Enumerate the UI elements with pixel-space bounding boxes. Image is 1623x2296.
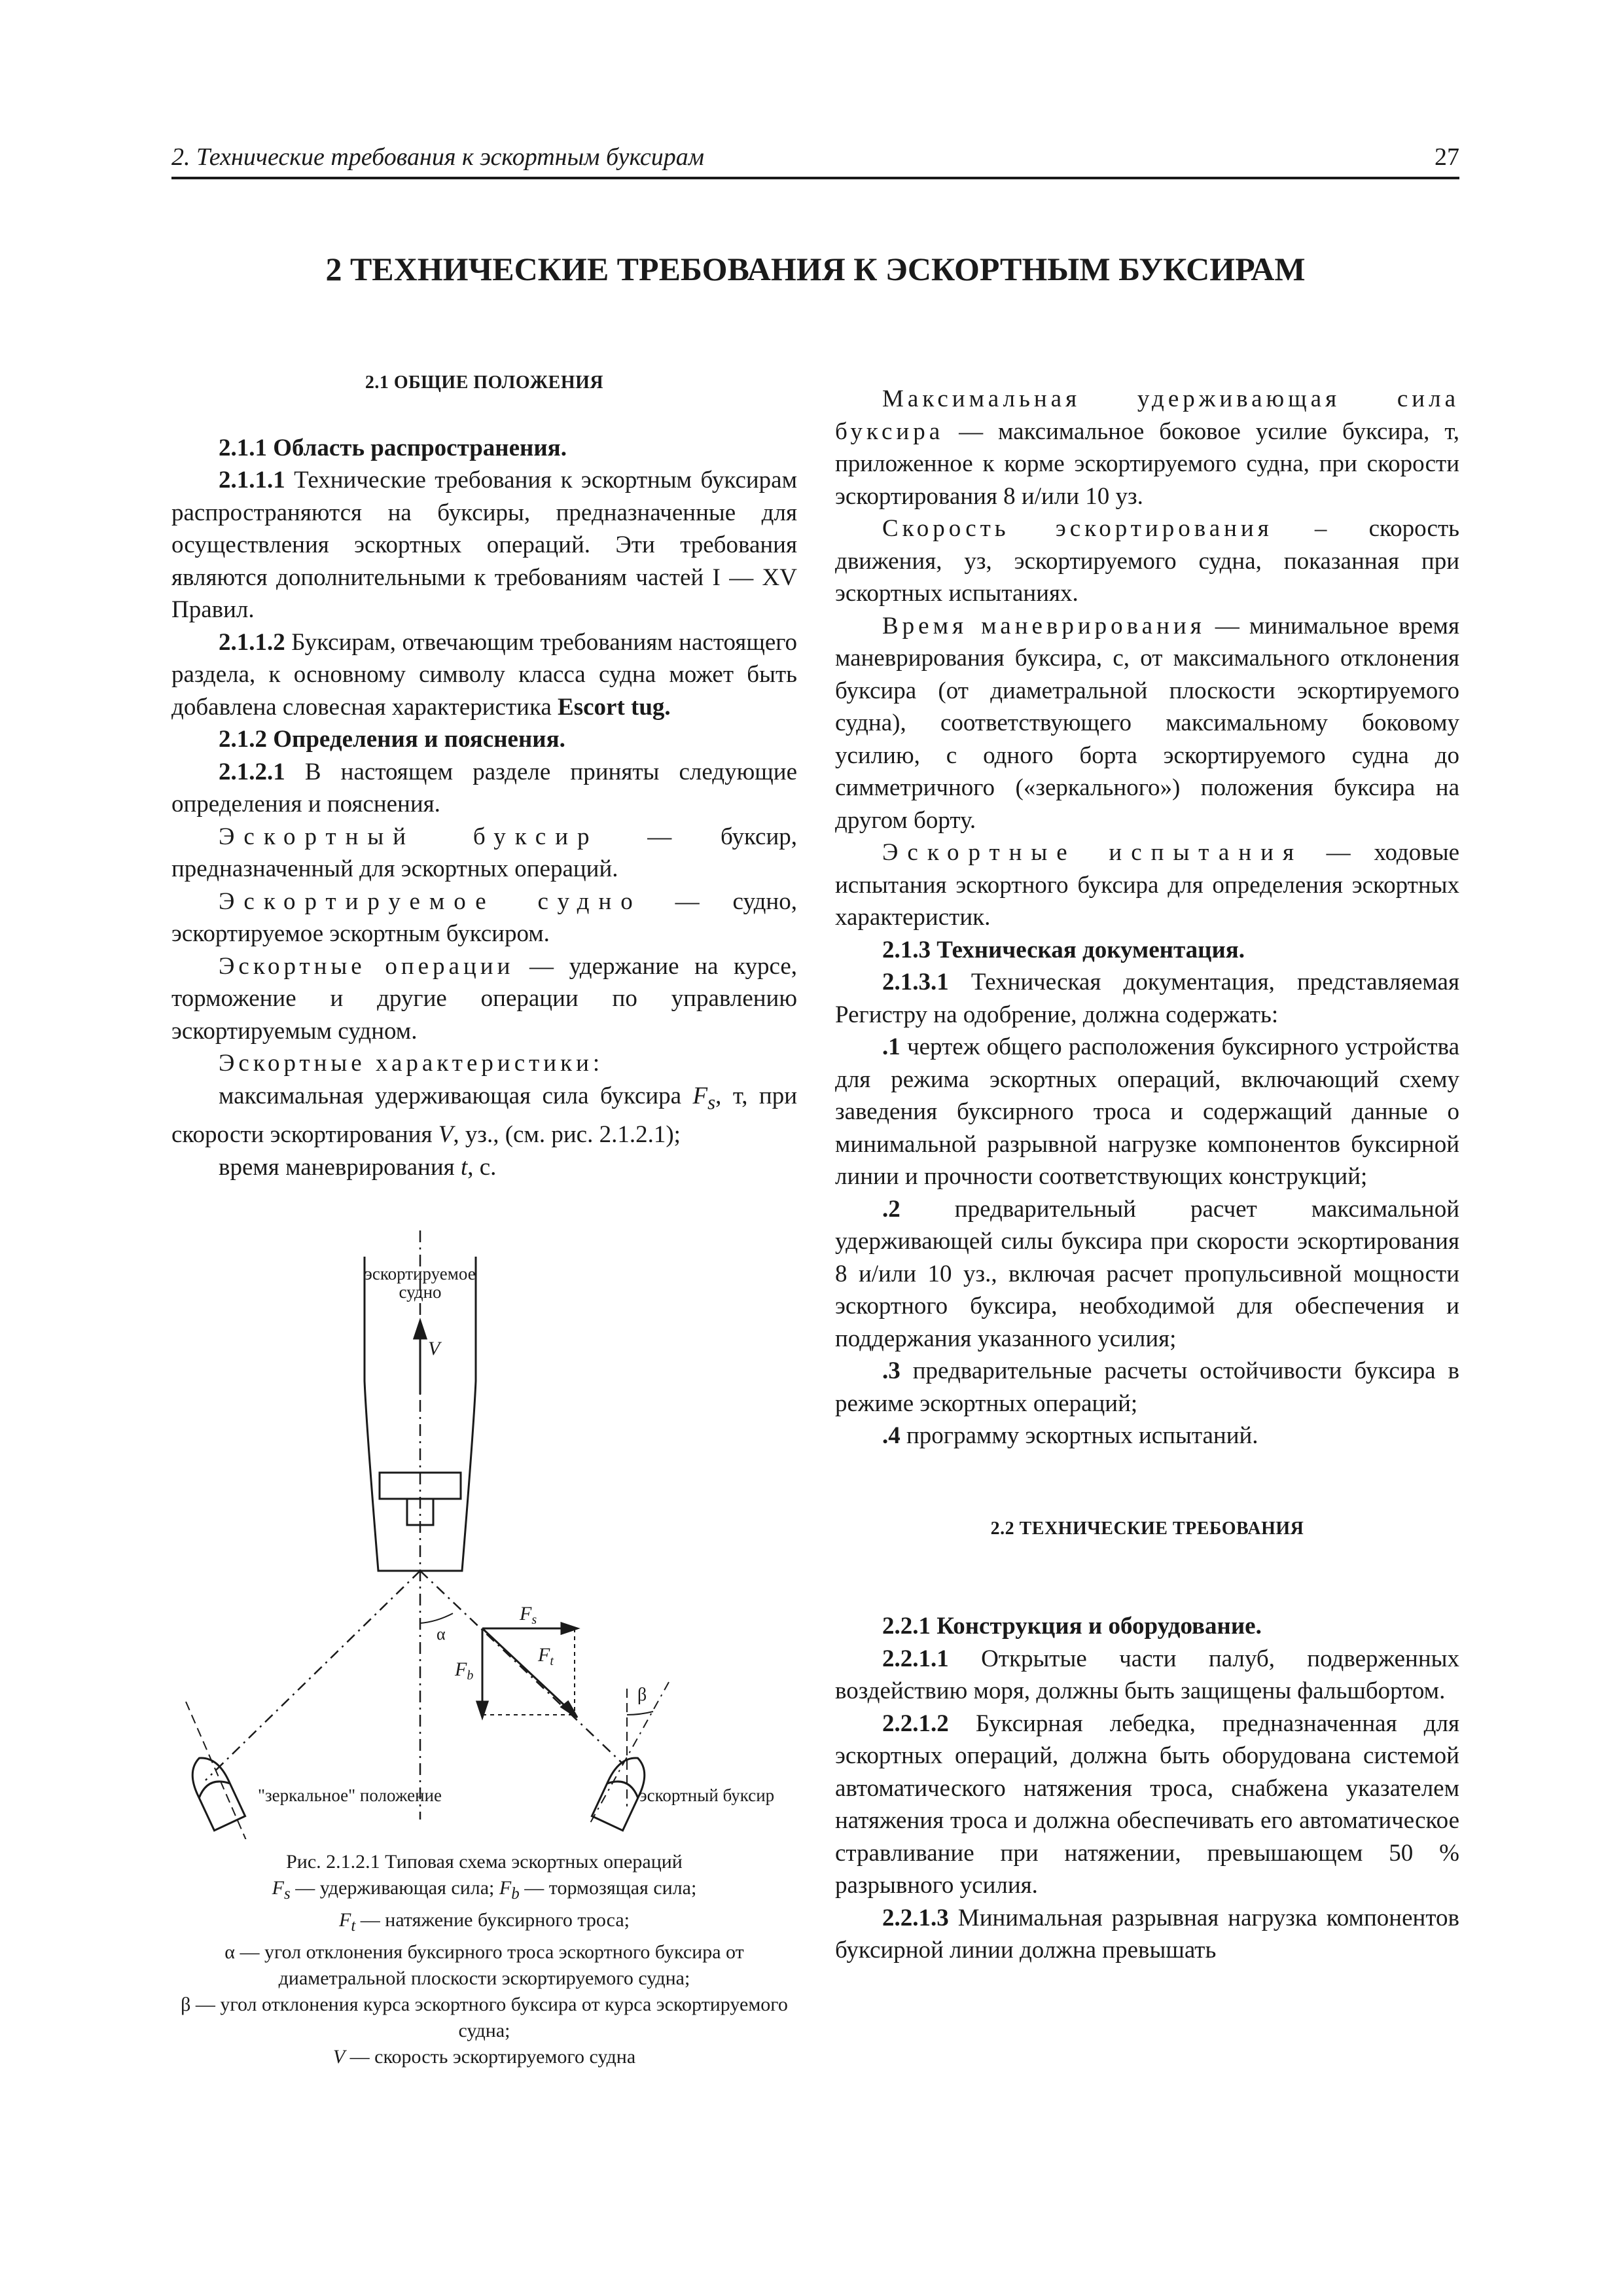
sub: t — [351, 1917, 356, 1935]
right-column — [835, 383, 1459, 1967]
paragraph-2-2-1-3 — [835, 1902, 1459, 1967]
term: Максимальная удерживающая сила буксира — [835, 386, 1459, 445]
term: Эскортируемое судно — [219, 888, 642, 915]
sub: b — [511, 1885, 520, 1903]
var: F — [272, 1877, 284, 1899]
beta-arc — [627, 1712, 653, 1715]
label-v: V — [428, 1338, 440, 1359]
subsection-2-1-2: 2.1.2 Определения и пояснения. — [219, 726, 565, 753]
var-v: V — [438, 1121, 454, 1149]
text: , уз., (см. рис. 2.1.2.1); — [453, 1121, 681, 1149]
ft-letter: F — [538, 1644, 550, 1666]
var: F — [499, 1877, 512, 1899]
list-item-1 — [835, 1031, 1459, 1193]
fs-letter: F — [520, 1603, 532, 1624]
caption-title: Рис. 2.1.2.1 Типовая схема эскортных операций — [286, 1851, 683, 1873]
list-item-2 — [835, 1193, 1459, 1355]
fs-subscript: s — [531, 1613, 537, 1627]
escort-tug-label: эскортный буксир — [639, 1785, 775, 1805]
text: — скорость эскортируемого судна — [345, 2046, 636, 2068]
label-fb — [454, 1659, 473, 1683]
para-number: 2.1.3.1 — [882, 969, 949, 996]
paragraph-2-1-1-1 — [171, 464, 797, 626]
definition-escort-speed — [835, 512, 1459, 610]
definition-escorted-ship — [171, 886, 797, 950]
caption-line-5 — [171, 2044, 797, 2070]
para-text: Минимальная разрывная нагрузка компонентов буксирной линии должна превышать — [835, 1904, 1459, 1964]
tow-line-tug — [420, 1571, 623, 1764]
label-alpha: α — [437, 1624, 446, 1643]
list-item-4 — [835, 1420, 1459, 1452]
var-f: F — [692, 1082, 708, 1109]
text: время маневрирования — [219, 1153, 461, 1181]
caption-line-4: β — угол отклонения курса эскортного буксира от курса эскортируемого судна; — [181, 1994, 788, 2041]
ft-subscript: t — [550, 1654, 554, 1668]
text: максимальная удерживающая сила буксира — [219, 1082, 693, 1109]
left-column — [171, 367, 797, 1183]
term: Эскортные испытания — [882, 839, 1303, 866]
mirror-tug — [184, 1751, 245, 1831]
ship-label-2: судно — [399, 1282, 442, 1302]
mirror-position-label: "зеркальное" положение — [258, 1785, 442, 1805]
var: F — [339, 1909, 351, 1931]
characteristic-time — [171, 1151, 797, 1184]
item-text: программу эскортных испытаний. — [900, 1422, 1258, 1449]
definition-escort-characteristics — [171, 1047, 797, 1080]
para-number: 2.1.2.1 — [219, 758, 285, 785]
term: Время маневрирования — [882, 612, 1205, 639]
para-text: Открытые части палуб, подверженных воздействию моря, должны быть защищены фальшбортом. — [835, 1645, 1459, 1704]
text: , с. — [467, 1153, 497, 1181]
definition-text: — буксир, предназначенный для эскортных операций. — [171, 823, 797, 882]
term: Эскортные характеристики: — [219, 1050, 604, 1077]
caption-line-2 — [171, 1907, 797, 1939]
list-item-3 — [835, 1355, 1459, 1420]
paragraph-2-1-2-1 — [171, 756, 797, 821]
para-number: 2.2.1.1 — [882, 1645, 949, 1672]
para-number: 2.2.1.3 — [882, 1904, 949, 1931]
definition-text: — максимальное боковое усилие буксира, т, приложенное к корме эскортируемого судна, при скорости эскортирования 8 и/или 10 уз. — [835, 418, 1459, 510]
definition-text: – скорость движения, уз, эскортируемого судна, показанная при эскортных испытаниях. — [835, 515, 1459, 607]
text: — удерживающая сила; — [290, 1877, 499, 1899]
definition-escort-trials — [835, 836, 1459, 934]
caption-line-1 — [171, 1875, 797, 1907]
item-number: .3 — [882, 1357, 901, 1384]
page-number: 27 — [1435, 143, 1459, 171]
definition-text: — ходовые испытания эскортного буксира для определения эскортных характеристик. — [835, 839, 1459, 931]
text: — натяжение буксирного троса; — [355, 1909, 630, 1931]
item-text: предварительные расчеты остойчивости буксира в режиме эскортных операций; — [835, 1357, 1459, 1417]
fb-subscript: b — [467, 1668, 474, 1683]
item-text: чертеж общего расположения буксирного устройства для режима эскортных операций, включающий схему заведения буксирного троса и содержащий данные о минимальной разрывной нагрузке компонентов буксирной линии и прочности соответствующих конструкций; — [835, 1033, 1459, 1190]
definition-text: — минимальное время маневрирования буксира, с, от максимального отклонения буксира (от диаметральной плоскости эскортируемого судна), соответствующего максимальному боковому усилию, с одного борта эскортируемого судна до симметричного («зеркального») положения буксира на другом борту. — [835, 612, 1459, 834]
velocity-arrow-head — [414, 1321, 426, 1338]
item-text: предварительный расчет максимальной удерживающей силы буксира при скорости эскортирования 8 и/или 10 уз., включая расчет пропульсивной мощности эскортного буксира, необходимой для обеспечения и поддержания указанного усилия; — [835, 1195, 1459, 1352]
section-heading-2-1: 2.1 ОБЩИЕ ПОЛОЖЕНИЯ — [365, 372, 604, 393]
para-text: Буксирам, отвечающим требованиям настоящего раздела, к основному символу класса судна может быть добавлена словесная характеристика — [171, 628, 797, 721]
paragraph-2-2-1-1 — [835, 1643, 1459, 1708]
paragraph-2-1-1-2 — [171, 626, 797, 724]
definition-text: — судно, эскортируемое эскортным буксиром. — [171, 888, 797, 947]
item-number: .1 — [882, 1033, 901, 1060]
definition-maneuver-time — [835, 610, 1459, 837]
sub-s: s — [707, 1090, 716, 1113]
item-number: .4 — [882, 1422, 901, 1449]
item-number: .2 — [882, 1195, 901, 1223]
text: , т, при скорости эскортирования — [171, 1082, 797, 1149]
force-ft — [482, 1628, 575, 1715]
escort-operations-diagram — [171, 1230, 797, 1839]
label-beta: β — [637, 1685, 647, 1705]
alpha-arc — [420, 1613, 453, 1623]
sub: s — [283, 1885, 291, 1903]
ship-label-1: эскортируемое — [365, 1264, 476, 1283]
term: Скорость эскортирования — [882, 515, 1273, 542]
definition-escort-tug — [171, 821, 797, 886]
para-text: Буксирная лебедка, предназначенная для эскортных операций, должна быть оборудована системой автоматического натяжения троса, снабжена указателем натяжения троса и должна обеспечивать его автоматическое стравливание при натяжении, превышающем 50 % разрывного усилия. — [835, 1710, 1459, 1899]
term: Эскортный буксир — [219, 823, 599, 850]
label-fs — [519, 1603, 537, 1627]
header-rule — [171, 177, 1459, 179]
term: Эскортные операции — [219, 952, 514, 980]
figure-caption — [171, 1849, 797, 2070]
paragraph-2-1-3-1 — [835, 966, 1459, 1031]
fb-letter: F — [455, 1659, 467, 1680]
para-number: 2.1.1.1 — [219, 467, 285, 493]
caption-line-3: α — угол отклонения буксирного троса эскортного буксира от диаметральной плоскости эскортируемого судна; — [224, 1941, 744, 1989]
running-title: 2. Технические требования к эскортным буксирам — [171, 143, 704, 171]
paragraph-2-2-1-2 — [835, 1708, 1459, 1902]
var: V — [332, 2046, 346, 2068]
definition-escort-operations — [171, 950, 797, 1048]
para-number: 2.2.1.2 — [882, 1710, 949, 1737]
para-text: В настоящем разделе приняты следующие определения и пояснения. — [171, 758, 797, 817]
para-number: 2.1.1.2 — [219, 628, 285, 656]
text: — тормозящая сила; — [519, 1877, 697, 1899]
var-t: t — [460, 1153, 468, 1181]
definition-text: — удержание на курсе, торможение и другие операции по управлению эскортируемым судном. — [171, 952, 797, 1045]
subsection-2-1-3: 2.1.3 Техническая документация. — [882, 936, 1245, 963]
tow-line-mirror — [205, 1571, 420, 1780]
label-ft — [537, 1644, 554, 1668]
para-text: Технические требования к эскортным буксирам распространяются на буксиры, предназначенные для осуществления эскортных операций. Эти требования являются дополнительными к требованиям частей I — XV Правил. — [171, 467, 797, 623]
definition-max-holding-force — [835, 383, 1459, 512]
subsection-2-1-1: 2.1.1 Область распространения. — [219, 434, 567, 461]
section-heading-2-2: 2.2 ТЕХНИЧЕСКИЕ ТРЕБОВАНИЯ — [990, 1518, 1304, 1539]
escort-tug-notation: Escort tug. — [558, 693, 671, 721]
characteristic-max-force — [171, 1080, 797, 1151]
subsection-2-2-1: 2.2.1 Конструкция и оборудование. — [882, 1613, 1262, 1640]
para-text: Техническая документация, представляемая Регистру на одобрение, должна содержать: — [835, 969, 1459, 1028]
chapter-title: 2 ТЕХНИЧЕСКИЕ ТРЕБОВАНИЯ К ЭСКОРТНЫМ БУКСИРАМ — [325, 251, 1306, 287]
